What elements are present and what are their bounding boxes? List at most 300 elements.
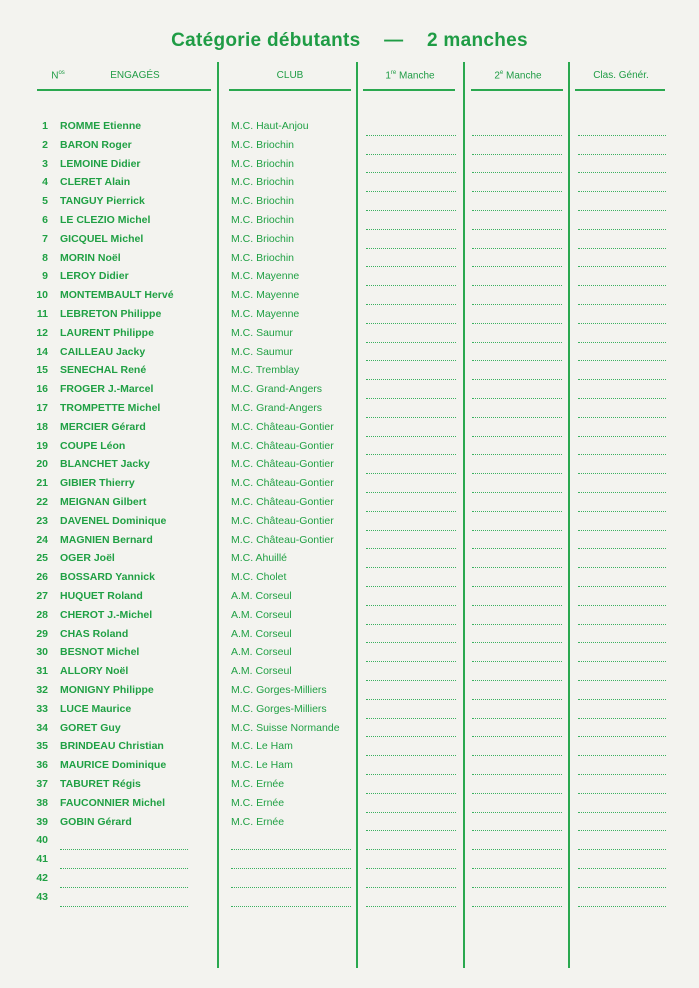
entrant-name: DAVENEL Dominique <box>60 514 167 527</box>
table-row <box>0 250 699 269</box>
entrant-name: TABURET Régis <box>60 778 141 790</box>
entry-number: 22 <box>36 496 48 508</box>
club-name: M.C. Cholet <box>231 571 287 584</box>
header-rule-ranking <box>575 89 665 91</box>
entrant-name: MAGNIEN Bernard <box>60 533 153 546</box>
manche-2-blank <box>472 135 562 136</box>
ranking-blank <box>578 887 666 888</box>
table-row <box>0 494 699 513</box>
manche-1-blank <box>366 360 456 361</box>
manche-2-blank <box>472 248 562 249</box>
entry-number: 37 <box>36 778 48 790</box>
club-name: A.M. Corseul <box>231 608 292 621</box>
manche-1-blank <box>366 699 456 700</box>
table-row <box>0 607 699 626</box>
manche-1-blank <box>366 887 456 888</box>
manche-2-blank <box>472 154 562 155</box>
table-row <box>0 400 699 419</box>
manche-2-blank <box>472 887 562 888</box>
manche-2-blank <box>472 285 562 286</box>
ranking-blank <box>578 605 666 606</box>
manche-1-blank <box>366 548 456 549</box>
entry-number: 12 <box>36 326 48 339</box>
entry-number: 18 <box>36 420 48 433</box>
ranking-blank <box>578 530 666 531</box>
entry-number: 17 <box>36 402 48 414</box>
header-rule-manche-2 <box>471 89 563 91</box>
header-manche-1: 1re Manche <box>385 70 435 82</box>
club-name: M.C. Briochin <box>231 157 295 170</box>
entrant-name: BLANCHET Jacky <box>60 458 150 471</box>
entrant-name: GICQUEL Michel <box>60 232 144 245</box>
manche-1-blank <box>366 135 456 136</box>
ranking-blank <box>578 699 666 700</box>
ranking-blank <box>578 492 666 493</box>
entry-number: 30 <box>36 646 48 659</box>
entrant-name: CLERET Alain <box>60 176 131 189</box>
club-name: M.C. Suisse Normande <box>231 721 340 734</box>
manche-1-blank <box>366 624 456 625</box>
ranking-blank <box>578 849 666 850</box>
manche-1-blank <box>366 248 456 249</box>
entrant-name: ROMME Etienne <box>60 120 142 132</box>
entry-number: 34 <box>36 721 48 734</box>
ranking-blank <box>578 830 666 831</box>
table-row <box>0 344 699 363</box>
manche-1-blank <box>366 868 456 869</box>
manche-1-blank <box>366 492 456 493</box>
manche-1-blank <box>366 342 456 343</box>
table-row <box>0 814 699 833</box>
entry-number: 14 <box>36 345 48 358</box>
entry-number: 41 <box>36 853 48 866</box>
entry-number: 4 <box>42 176 48 189</box>
entry-number: 20 <box>36 458 48 471</box>
entrant-name: GORET Guy <box>60 721 121 734</box>
entry-number: 27 <box>36 590 48 602</box>
entrant-name: MONTEMBAULT Hervé <box>60 289 174 302</box>
table-row <box>0 851 699 870</box>
manche-2-blank <box>472 793 562 794</box>
entry-number: 21 <box>36 477 48 490</box>
title-dash: — <box>384 30 404 51</box>
entrant-name: LEROY Didier <box>60 270 129 283</box>
entrant-name: GOBIN Gérard <box>60 815 132 828</box>
table-row <box>0 137 699 156</box>
ranking-blank <box>578 473 666 474</box>
entry-number: 16 <box>36 383 48 396</box>
entry-number: 1 <box>42 120 48 132</box>
ranking-blank <box>578 454 666 455</box>
club-name-blank <box>231 887 351 888</box>
manche-2-blank <box>472 379 562 380</box>
table-row <box>0 795 699 814</box>
ranking-blank <box>578 379 666 380</box>
table-row <box>0 626 699 645</box>
ranking-blank <box>578 624 666 625</box>
club-name: M.C. Briochin <box>231 176 295 189</box>
table-row <box>0 325 699 344</box>
rounds-label: 2 manches <box>426 30 528 51</box>
manche-1-blank <box>366 379 456 380</box>
table-row <box>0 193 699 212</box>
ranking-blank <box>578 210 666 211</box>
manche-1-blank <box>366 154 456 155</box>
manche-1-blank <box>366 473 456 474</box>
table-row <box>0 475 699 494</box>
manche-1-blank <box>366 530 456 531</box>
entry-number: 38 <box>36 796 48 809</box>
ranking-blank <box>578 154 666 155</box>
entry-number: 28 <box>36 608 48 621</box>
table-row <box>0 832 699 851</box>
club-name: M.C. Tremblay <box>231 364 300 377</box>
entry-number: 9 <box>42 270 48 283</box>
manche-1-blank <box>366 830 456 831</box>
ranking-blank <box>578 661 666 662</box>
table-row <box>0 156 699 175</box>
table-row <box>0 381 699 400</box>
ranking-blank <box>578 248 666 249</box>
entry-number: 6 <box>42 214 48 226</box>
club-name: A.M. Corseul <box>231 590 292 602</box>
club-name: M.C. Briochin <box>231 214 295 226</box>
manche-2-blank <box>472 812 562 813</box>
ranking-blank <box>578 436 666 437</box>
club-name-blank <box>231 849 351 850</box>
entry-number: 29 <box>36 627 48 640</box>
manche-2-blank <box>472 548 562 549</box>
table-row <box>0 306 699 325</box>
manche-1-blank <box>366 605 456 606</box>
header-rule-manche-1 <box>363 89 455 91</box>
ranking-blank <box>578 774 666 775</box>
entrant-name: HUQUET Roland <box>60 590 143 602</box>
entrant-name: FAUCONNIER Michel <box>60 796 166 809</box>
manche-1-blank <box>366 849 456 850</box>
ranking-blank <box>578 172 666 173</box>
manche-2-blank <box>472 849 562 850</box>
manche-1-blank <box>366 511 456 512</box>
table-row <box>0 682 699 701</box>
manche-1-blank <box>366 266 456 267</box>
ranking-blank <box>578 755 666 756</box>
manche-1-blank <box>366 285 456 286</box>
club-name: M.C. Ernée <box>231 778 285 790</box>
manche-2-blank <box>472 172 562 173</box>
entrant-name: LEBRETON Philippe <box>60 308 162 320</box>
table-row <box>0 644 699 663</box>
manche-1-blank <box>366 172 456 173</box>
manche-2-blank <box>472 511 562 512</box>
entry-number: 11 <box>36 308 48 320</box>
entry-number: 5 <box>42 195 48 208</box>
club-name: M.C. Briochin <box>231 195 295 208</box>
ranking-blank <box>578 285 666 286</box>
entrant-name: CHEROT J.-Michel <box>60 608 153 621</box>
entry-number: 35 <box>36 740 48 753</box>
entry-number: 42 <box>36 872 48 884</box>
entrant-name: SENECHAL René <box>60 364 147 377</box>
table-row <box>0 419 699 438</box>
manche-1-blank <box>366 323 456 324</box>
ranking-blank <box>578 342 666 343</box>
manche-1-blank <box>366 793 456 794</box>
entry-number: 24 <box>36 533 48 546</box>
manche-2-blank <box>472 868 562 869</box>
manche-2-blank <box>472 830 562 831</box>
ranking-blank <box>578 511 666 512</box>
manche-2-blank <box>472 661 562 662</box>
club-name-blank <box>231 868 351 869</box>
table-row <box>0 362 699 381</box>
manche-2-blank <box>472 736 562 737</box>
header-rule-club <box>229 89 351 91</box>
club-name: M.C. Château-Gontier <box>231 496 334 508</box>
table-row <box>0 438 699 457</box>
club-name: M.C. Ernée <box>231 815 285 828</box>
club-name: M.C. Saumur <box>231 326 293 339</box>
table-row <box>0 588 699 607</box>
manche-1-blank <box>366 454 456 455</box>
manche-1-blank <box>366 586 456 587</box>
manche-1-blank <box>366 718 456 719</box>
table-row <box>0 889 699 908</box>
table-row <box>0 513 699 532</box>
entry-number: 10 <box>36 289 48 302</box>
club-name: M.C. Château-Gontier <box>231 420 334 433</box>
manche-1-blank <box>366 567 456 568</box>
entrant-name: BARON Roger <box>60 138 132 151</box>
entrant-name: CHAS Roland <box>60 627 129 640</box>
header-number: $N^{os}$ <box>51 70 65 82</box>
entrant-name: TROMPETTE Michel <box>60 402 161 414</box>
manche-2-blank <box>472 642 562 643</box>
manche-2-blank <box>472 718 562 719</box>
manche-1-blank <box>366 812 456 813</box>
header-rule-entrants <box>37 89 211 91</box>
table-row <box>0 720 699 739</box>
ranking-blank <box>578 229 666 230</box>
entry-number: 2 <box>42 138 48 151</box>
manche-2-blank <box>472 605 562 606</box>
entrant-name-blank <box>60 849 188 850</box>
entrant-name: MORIN Noël <box>60 251 121 264</box>
club-name: M.C. Château-Gontier <box>231 439 334 452</box>
table-row <box>0 757 699 776</box>
ranking-blank <box>578 567 666 568</box>
entry-number: 39 <box>36 815 48 828</box>
manche-2-blank <box>472 266 562 267</box>
manche-1-blank <box>366 398 456 399</box>
entry-number: 7 <box>42 232 48 245</box>
ranking-blank <box>578 304 666 305</box>
table-row <box>0 231 699 250</box>
entrant-name: BRINDEAU Christian <box>60 740 164 753</box>
ranking-blank <box>578 360 666 361</box>
manche-2-blank <box>472 360 562 361</box>
table-row <box>0 738 699 757</box>
table-row <box>0 532 699 551</box>
entry-number: 43 <box>36 890 48 903</box>
manche-1-blank <box>366 755 456 756</box>
manche-1-blank <box>366 229 456 230</box>
club-name: M.C. Le Ham <box>231 740 293 753</box>
ranking-blank <box>578 191 666 192</box>
table-row <box>0 550 699 569</box>
entry-number: 19 <box>36 439 48 452</box>
manche-2-blank <box>472 473 562 474</box>
table-row <box>0 663 699 682</box>
entrant-name: BESNOT Michel <box>60 646 140 659</box>
header-club: CLUB <box>276 70 304 81</box>
entry-number: 15 <box>36 364 48 377</box>
club-name: M.C. Le Ham <box>231 759 293 772</box>
category-label: Catégorie débutants <box>171 30 361 51</box>
entrant-name: MAURICE Dominique <box>60 759 167 772</box>
manche-2-blank <box>472 417 562 418</box>
table-row <box>0 776 699 795</box>
manche-2-blank <box>472 323 562 324</box>
manche-1-blank <box>366 191 456 192</box>
entrant-name: OGER Joël <box>60 552 115 565</box>
manche-2-blank <box>472 699 562 700</box>
club-name: A.M. Corseul <box>231 665 292 678</box>
table-row <box>0 870 699 889</box>
entrant-name: BOSSARD Yannick <box>60 571 155 584</box>
manche-2-blank <box>472 755 562 756</box>
manche-1-blank <box>366 304 456 305</box>
table-row <box>0 174 699 193</box>
manche-2-blank <box>472 304 562 305</box>
page-title <box>0 30 699 52</box>
club-name: M.C. Ahuillé <box>231 552 288 565</box>
club-name: M.C. Château-Gontier <box>231 477 334 490</box>
manche-2-blank <box>472 567 562 568</box>
manche-2-blank <box>472 191 562 192</box>
entrant-name: LEMOINE Didier <box>60 157 141 170</box>
entry-number: 23 <box>36 514 48 527</box>
manche-2-blank <box>472 229 562 230</box>
entrant-name: FROGER J.-Marcel <box>60 383 154 396</box>
manche-2-blank <box>472 454 562 455</box>
manche-1-blank <box>366 661 456 662</box>
club-name: A.M. Corseul <box>231 627 292 640</box>
header-manche-2: 2e Manche <box>494 70 542 82</box>
club-name: M.C. Grand-Angers <box>231 383 323 396</box>
entrant-name-blank <box>60 906 188 907</box>
ranking-blank <box>578 680 666 681</box>
club-name: A.M. Corseul <box>231 646 292 659</box>
manche-2-blank <box>472 680 562 681</box>
ranking-blank <box>578 793 666 794</box>
manche-1-blank <box>366 436 456 437</box>
table-row <box>0 118 699 137</box>
entry-number: 32 <box>36 684 48 696</box>
entrant-name: MEIGNAN Gilbert <box>60 496 147 508</box>
club-name: M.C. Mayenne <box>231 270 300 283</box>
table-row <box>0 456 699 475</box>
club-name: M.C. Mayenne <box>231 289 300 302</box>
ranking-blank <box>578 736 666 737</box>
table-row <box>0 268 699 287</box>
ranking-blank <box>578 417 666 418</box>
club-name: M.C. Saumur <box>231 345 293 358</box>
entry-number: 31 <box>36 665 48 678</box>
manche-2-blank <box>472 774 562 775</box>
table-row <box>0 569 699 588</box>
ranking-blank <box>578 868 666 869</box>
manche-2-blank <box>472 586 562 587</box>
header-general-ranking: Clas. Génér. <box>593 70 649 81</box>
manche-2-blank <box>472 342 562 343</box>
club-name: M.C. Grand-Angers <box>231 402 323 414</box>
ranking-blank <box>578 135 666 136</box>
entrant-name: COUPE Léon <box>60 439 126 452</box>
club-name: M.C. Château-Gontier <box>231 514 334 527</box>
club-name: M.C. Haut-Anjou <box>231 120 309 132</box>
ranking-blank <box>578 266 666 267</box>
manche-1-blank <box>366 736 456 737</box>
ranking-blank <box>578 586 666 587</box>
entrant-name: LUCE Maurice <box>60 702 132 715</box>
manche-2-blank <box>472 624 562 625</box>
ranking-blank <box>578 548 666 549</box>
entrant-name: LE CLEZIO Michel <box>60 214 151 226</box>
entrant-name-blank <box>60 868 188 869</box>
manche-1-blank <box>366 680 456 681</box>
manche-1-blank <box>366 642 456 643</box>
manche-2-blank <box>472 530 562 531</box>
table-row <box>0 287 699 306</box>
entry-number: 33 <box>36 702 48 715</box>
manche-2-blank <box>472 398 562 399</box>
club-name: M.C. Briochin <box>231 232 295 245</box>
manche-1-blank <box>366 906 456 907</box>
manche-1-blank <box>366 774 456 775</box>
entry-number: 40 <box>36 834 48 847</box>
ranking-blank <box>578 718 666 719</box>
ranking-blank <box>578 642 666 643</box>
club-name: M.C. Briochin <box>231 138 295 151</box>
club-name: M.C. Ernée <box>231 796 285 809</box>
manche-2-blank <box>472 436 562 437</box>
club-name: M.C. Gorges-Milliers <box>231 702 327 715</box>
manche-1-blank <box>366 210 456 211</box>
entrant-name: MONIGNY Philippe <box>60 684 154 696</box>
entrant-name: GIBIER Thierry <box>60 477 135 490</box>
entrant-name: LAURENT Philippe <box>60 326 154 339</box>
entry-number: 26 <box>36 571 48 584</box>
club-name: M.C. Gorges-Milliers <box>231 684 327 696</box>
club-name: M.C. Briochin <box>231 251 295 264</box>
ranking-blank <box>578 398 666 399</box>
entry-number: 36 <box>36 759 48 772</box>
ranking-blank <box>578 812 666 813</box>
manche-2-blank <box>472 906 562 907</box>
header-entrants: ENGAGÉS <box>110 70 160 81</box>
manche-1-blank <box>366 417 456 418</box>
entrant-name: MERCIER Gérard <box>60 420 146 433</box>
entry-number: 8 <box>42 251 48 264</box>
manche-2-blank <box>472 492 562 493</box>
table-row <box>0 701 699 720</box>
manche-2-blank <box>472 210 562 211</box>
entrant-name: CAILLEAU Jacky <box>60 345 146 358</box>
entrant-name: TANGUY Pierrick <box>60 195 145 208</box>
club-name: M.C. Château-Gontier <box>231 458 334 471</box>
club-name-blank <box>231 906 351 907</box>
